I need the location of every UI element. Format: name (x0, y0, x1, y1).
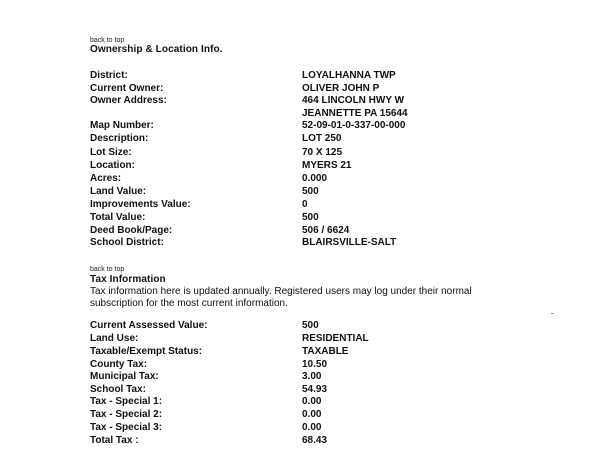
tax-value: 3.00 (302, 371, 322, 382)
info-row (90, 173, 560, 185)
info-row (90, 160, 560, 172)
tax-label: Current Assessed Value: (90, 320, 208, 331)
info-row (90, 199, 560, 211)
tax-row (90, 320, 560, 332)
info-row (90, 108, 560, 120)
tax-row (90, 409, 560, 421)
tax-row (90, 396, 560, 408)
info-value: LOYALHANNA TWP (302, 70, 396, 81)
tax-label: Tax - Special 1: (90, 396, 163, 407)
info-row (90, 147, 560, 159)
tax-row (90, 371, 560, 383)
tax-value: TAXABLE (302, 345, 349, 357)
tax-value: 500 (302, 320, 319, 331)
info-row (90, 83, 560, 95)
info-row (90, 186, 560, 198)
tax-label: Municipal Tax: (90, 371, 159, 382)
tax-label: School Tax: (90, 383, 146, 395)
info-label: Description: (90, 132, 149, 144)
info-value: 500 (302, 186, 319, 197)
info-value: 464 LINCOLN HWY W (302, 95, 405, 106)
info-label: Acres: (90, 173, 122, 184)
info-label: District: (90, 70, 128, 81)
tax-section-title: Tax Information (90, 274, 166, 285)
info-row (90, 212, 560, 224)
info-value: 0.000 (302, 173, 328, 184)
info-value: BLAIRSVILLE-SALT (302, 237, 397, 248)
tax-value: 54.93 (302, 383, 328, 395)
info-label: Lot Size: (90, 147, 132, 158)
tax-row (90, 333, 560, 345)
tax-label: Total Tax : (90, 435, 139, 446)
tax-value: 10.50 (302, 358, 328, 370)
tax-row (90, 346, 560, 358)
tax-value: 68.43 (302, 435, 328, 446)
info-row (90, 133, 560, 145)
info-row (90, 120, 560, 132)
tax-label: Tax - Special 2: (90, 409, 163, 420)
tax-value: 0.00 (302, 396, 322, 407)
tax-value: RESIDENTIAL (302, 332, 369, 344)
info-value: 0 (302, 199, 308, 210)
tax-label: Taxable/Exempt Status: (90, 345, 203, 357)
info-row (90, 237, 560, 249)
tax-label: Tax - Special 3: (90, 422, 163, 433)
back-to-top-link[interactable]: back to top (90, 266, 125, 273)
tax-label: Land Use: (90, 332, 139, 344)
tax-value: 0.00 (302, 409, 322, 420)
tax-row (90, 359, 560, 371)
info-label: Total Value: (90, 211, 146, 223)
info-label: Location: (90, 160, 135, 171)
info-value: OLIVER JOHN P (302, 82, 380, 94)
info-label: Improvements Value: (90, 199, 191, 210)
info-value: MYERS 21 (302, 160, 352, 171)
info-label: Owner Address: (90, 95, 167, 106)
ownership-section-title: Ownership & Location Info. (90, 44, 223, 55)
info-value: 506 / 6624 (302, 224, 350, 236)
info-value: LOT 250 (302, 132, 342, 144)
info-label: Current Owner: (90, 82, 164, 94)
info-row (90, 225, 560, 237)
info-value: 500 (302, 211, 319, 223)
tax-row (90, 435, 560, 447)
tax-row (90, 422, 560, 434)
info-value: 52-09-01-0-337-00-000 (302, 120, 406, 131)
info-label: Map Number: (90, 120, 154, 131)
back-to-top-link[interactable]: back to top (90, 37, 125, 44)
scan-speck (551, 313, 554, 314)
tax-row (90, 384, 560, 396)
tax-value: 0.00 (302, 422, 322, 433)
info-row (90, 70, 560, 82)
info-label: Deed Book/Page: (90, 224, 173, 236)
info-row (90, 95, 560, 107)
info-value: 70 X 125 (302, 147, 343, 158)
tax-update-note: Tax information here is updated annually. Registered users may log under their normal subscription for the most current information. (90, 286, 472, 309)
info-label: School District: (90, 237, 164, 248)
info-value: JEANNETTE PA 15644 (302, 107, 408, 119)
info-label: Land Value: (90, 186, 147, 197)
tax-label: County Tax: (90, 358, 148, 370)
